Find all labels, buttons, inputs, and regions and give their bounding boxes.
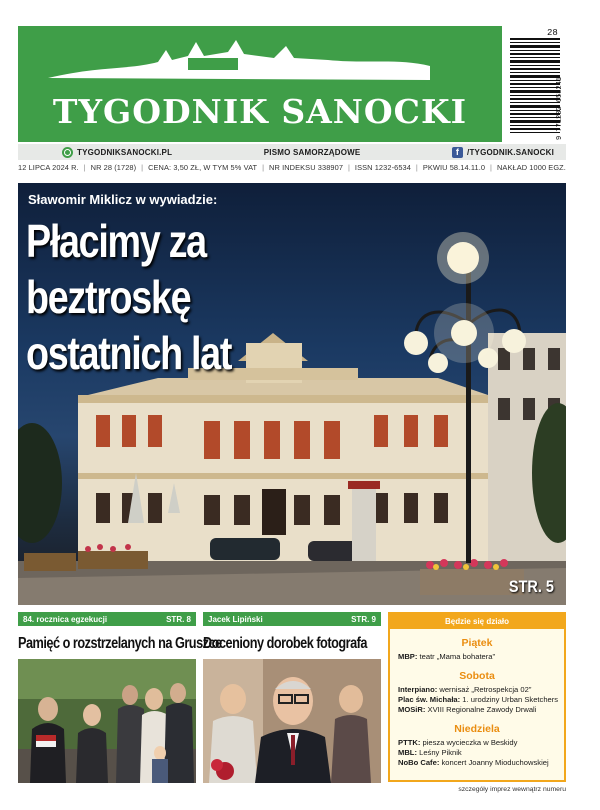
hero-kicker: Sławomir Miklicz w wywiadzie: — [28, 192, 218, 207]
globe-icon — [62, 147, 73, 158]
hero-headline-line2: ostatnich lat — [26, 327, 232, 379]
hero-headline — [26, 213, 370, 381]
facebook-label: /TYGODNIK.SANOCKI — [467, 147, 554, 157]
barcode-number: 9 771232 653241 — [556, 76, 564, 140]
event-item[interactable] — [390, 705, 564, 715]
article-tagbar — [203, 612, 381, 626]
article-photo — [18, 659, 196, 783]
masthead-title: TYGODNIK SANOCKI — [52, 92, 468, 131]
masthead — [18, 26, 502, 142]
events-box — [388, 612, 566, 782]
event-desc: teatr „Mama bohatera” — [417, 652, 496, 661]
event-desc: koncert Joanny Mioduchowskiej — [439, 758, 549, 767]
meta-issn: ISSN 1232-6534 — [354, 163, 411, 172]
hero-headline-line1: Płacimy za beztroskę — [26, 215, 206, 323]
ceremony-photo — [18, 659, 196, 783]
article-title: Doceniony dorobek fotografa — [203, 635, 367, 652]
hero-story[interactable] — [18, 183, 566, 605]
event-item[interactable] — [390, 748, 564, 758]
meta-date: 12 LIPCA 2024 R. — [18, 163, 79, 172]
events-day-sunday: Niedziela — [454, 723, 500, 735]
event-item[interactable] — [390, 652, 564, 662]
skyline-logo-icon — [38, 36, 438, 86]
event-desc: 1. urodziny Urban Sketchers — [460, 695, 559, 704]
events-footer: szczegóły imprez wewnątrz numeru — [458, 786, 566, 793]
facebook-icon: f — [452, 147, 463, 158]
events-day-saturday: Sobota — [459, 670, 495, 682]
meta-circulation: NAKŁAD 1000 EGZ. — [496, 163, 566, 172]
issue-meta: 12 LIPCA 2024 R. | NR 28 (1728) | CENA: 3,50 ZŁ, W TYM 5% VAT | NR INDEKSU 338907 | ISSN 1232-6534 | PKWIU 58.14.11.0 | NAKŁAD 1000 EGZ. — [18, 163, 566, 175]
article-page-ref: STR. 9 — [351, 614, 376, 624]
event-item[interactable] — [390, 695, 564, 705]
article-teaser-2[interactable] — [203, 612, 381, 653]
event-item[interactable] — [390, 758, 564, 768]
event-place: MBP: — [398, 652, 418, 661]
article-photo — [203, 659, 381, 783]
event-item[interactable] — [390, 738, 564, 748]
publication-type — [264, 148, 361, 157]
meta-issue: NR 28 (1728) — [90, 163, 137, 172]
event-place: MOSiR: — [398, 705, 426, 714]
event-place: PTTK: — [398, 738, 421, 747]
article-page-ref: STR. 8 — [166, 614, 191, 624]
meta-price: CENA: 3,50 ZŁ, W TYM 5% VAT — [148, 163, 258, 172]
event-desc: XVIII Regionalne Zawody Drwali — [425, 705, 537, 714]
meta-pkwiu: PKWIU 58.14.11.0 — [422, 163, 486, 172]
event-desc: Leśny Piknik — [416, 748, 462, 757]
article-title: Pamięć o rozstrzelanych na Gruszce — [18, 635, 222, 652]
event-place: MBL: — [398, 748, 417, 757]
event-place: Interpiano: — [398, 685, 438, 694]
website-link[interactable] — [62, 147, 172, 158]
article-tag: Jacek Lipiński — [208, 614, 263, 624]
article-tag: 84. rocznica egzekucji — [23, 614, 108, 624]
publication-type-label: PISMO SAMORZĄDOWE — [263, 147, 361, 157]
event-desc: wernisaż „Retrospekcja 02” — [437, 685, 532, 694]
facebook-link[interactable] — [452, 147, 554, 158]
event-item[interactable] — [390, 685, 564, 695]
events-day-friday: Piątek — [461, 637, 493, 649]
article-teaser-1[interactable] — [18, 612, 222, 653]
event-place: Plac św. Michała: — [398, 695, 461, 704]
barcode-issue-number: 28 — [547, 28, 558, 38]
info-strip — [18, 144, 566, 160]
event-desc: piesza wycieczka w Beskidy — [420, 738, 518, 747]
event-place: NoBo Cafe: — [398, 758, 440, 767]
website-label: TYGODNIKSANOCKI.PL — [77, 147, 173, 157]
events-header: Będzie się działo — [390, 614, 564, 629]
article-tagbar — [18, 612, 196, 626]
meta-index: NR INDEKSU 338907 — [269, 163, 344, 172]
photographer-photo — [203, 659, 381, 783]
hero-page-ref: STR. 5 — [509, 577, 554, 596]
